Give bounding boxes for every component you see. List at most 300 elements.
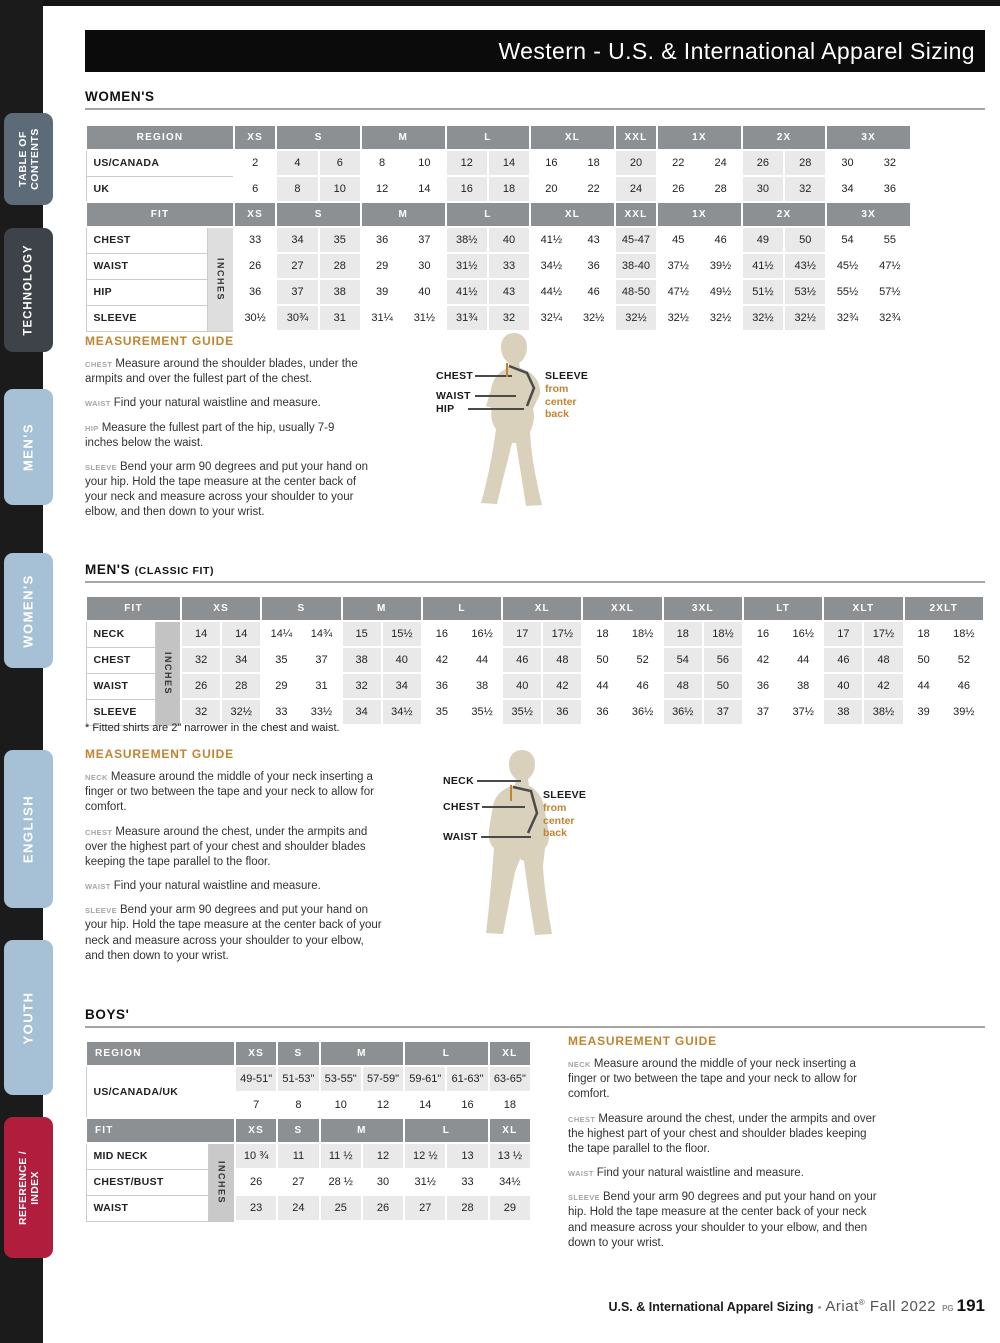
measure-value: 30: [403, 253, 445, 279]
size-group-header: XLT: [823, 596, 903, 621]
measure-value: 24: [277, 1195, 319, 1221]
womens-section-heading: WOMEN'S: [85, 89, 155, 104]
measure-value: 34: [342, 699, 382, 725]
measure-value: 34½: [382, 699, 422, 725]
measure-value: 30: [362, 1169, 404, 1195]
measure-value: 37: [743, 699, 783, 725]
measure-value: 29: [361, 253, 403, 279]
measure-value: 44: [783, 647, 823, 673]
measure-value: 45½: [826, 253, 868, 279]
measure-value: 39½: [699, 253, 741, 279]
page-top-edge: [0, 0, 1000, 6]
measure-value: 26: [235, 1169, 277, 1195]
size-group-header: XXL: [615, 202, 657, 227]
sidebar-tab-youth[interactable]: [4, 940, 53, 1095]
guide-item: [85, 770, 385, 816]
size-value: 24: [699, 150, 741, 176]
measure-value: 16½: [462, 621, 502, 647]
measure-value: 26: [362, 1195, 404, 1221]
size-group-header: XXL: [582, 596, 662, 621]
measure-value: 16½: [783, 621, 823, 647]
fitted-shirts-note: * Fitted shirts are 2" narrower in the chest and waist.: [85, 722, 340, 734]
measure-value: 12: [362, 1143, 404, 1169]
boys-section-heading: BOYS': [85, 1007, 130, 1022]
size-value: 8: [361, 150, 403, 176]
measure-row-label: CHEST: [86, 227, 207, 253]
measure-value: 17: [502, 621, 542, 647]
sidebar-tab-label: MEN'S: [20, 422, 36, 472]
measure-value: 32½: [221, 699, 261, 725]
measure-value: 48-50: [615, 279, 657, 305]
mens-measurement-guide: [85, 747, 385, 964]
measure-value: 44: [462, 647, 502, 673]
guide-text: Bend your arm 90 degrees and put your hand on your hip. Hold the tape measure at the center back of your neck and measure across your shoulder to your elbow, and then down to your wrist.: [85, 904, 382, 962]
measure-value: 37: [403, 227, 445, 253]
sidebar-tab-label: WOMEN'S: [20, 573, 36, 648]
measure-value: 11 ½: [320, 1143, 362, 1169]
measure-value: 31½: [403, 305, 445, 331]
size-group-header: XS: [235, 1041, 277, 1066]
measure-value: 11: [277, 1143, 319, 1169]
measure-value: 25: [320, 1195, 362, 1221]
size-group-header: 2X: [742, 125, 827, 150]
measure-value: 32: [181, 699, 221, 725]
measure-value: 18½: [944, 621, 984, 647]
height-range-value: 63-65": [489, 1066, 531, 1092]
size-value: 7: [235, 1092, 277, 1118]
measure-value: 28 ½: [320, 1169, 362, 1195]
size-value: 16: [530, 150, 572, 176]
measure-value: 46: [823, 647, 863, 673]
measure-value: 12 ½: [404, 1143, 446, 1169]
guide-term: WAIST: [85, 882, 111, 892]
mens-sizing-table: [85, 595, 985, 726]
page-footer: [85, 1296, 985, 1316]
measure-value: 32¼: [530, 305, 572, 331]
measure-value: 18½: [703, 621, 743, 647]
guide-item: [568, 1057, 878, 1103]
size-value: 14: [488, 150, 530, 176]
measure-value: 36: [234, 279, 276, 305]
inches-cell: [155, 621, 181, 725]
footer-season: Fall 2022: [869, 1298, 937, 1315]
measure-value: 35: [319, 227, 361, 253]
size-group-header: M: [320, 1118, 405, 1143]
size-group-header: 2XLT: [904, 596, 984, 621]
measure-value: 28: [319, 253, 361, 279]
size-group-header: 1X: [657, 202, 742, 227]
page-title-bar: [85, 30, 985, 72]
sidebar-tab-womens[interactable]: [4, 553, 53, 668]
boys-measurement-guide: [568, 1034, 878, 1251]
measure-value: 40: [403, 279, 445, 305]
guide-heading: MEASUREMENT GUIDE: [568, 1034, 717, 1048]
measure-value: 32½: [573, 305, 615, 331]
measure-value: 38½: [446, 227, 488, 253]
measure-value: 37: [276, 279, 318, 305]
section-rule: [85, 1026, 985, 1028]
guide-item: [85, 396, 370, 411]
measure-value: 53½: [784, 279, 826, 305]
measure-value: 36: [361, 227, 403, 253]
size-value: 14: [404, 1092, 446, 1118]
womens-sizing-table: [85, 124, 912, 332]
guide-item: [568, 1190, 878, 1251]
measure-value: 39: [361, 279, 403, 305]
size-value: 20: [530, 176, 572, 202]
sidebar-tab-reference-index[interactable]: [4, 1117, 53, 1258]
measure-value: 35½: [462, 699, 502, 725]
womens-figure: [428, 330, 628, 515]
measure-value: 42: [542, 673, 582, 699]
inches-cell: [207, 227, 234, 331]
size-group-header: L: [446, 125, 531, 150]
size-value: 16: [446, 176, 488, 202]
size-value: 32: [869, 150, 911, 176]
measure-value: 36: [582, 699, 622, 725]
measure-row-label: WAIST: [86, 673, 155, 699]
size-group-header: M: [361, 125, 446, 150]
measure-value: 35: [422, 699, 462, 725]
measure-value: 13: [446, 1143, 488, 1169]
measure-value: 27: [404, 1195, 446, 1221]
figure-label-sleeve: SLEEVE: [545, 370, 589, 382]
guide-text: Find your natural waistline and measure.: [113, 397, 321, 410]
size-value: 2: [234, 150, 276, 176]
measure-value: 56: [703, 647, 743, 673]
measure-value: 36½: [663, 699, 703, 725]
size-group-header: XS: [235, 1118, 277, 1143]
measure-value: 34: [276, 227, 318, 253]
measure-value: 32½: [615, 305, 657, 331]
measure-value: 33: [446, 1169, 488, 1195]
sidebar-tab-mens[interactable]: [4, 389, 53, 505]
footer-brand: Ariat® Fall 2022: [825, 1298, 937, 1315]
measure-value: 52: [623, 647, 663, 673]
guide-item: [568, 1166, 878, 1181]
size-group-header: XL: [530, 202, 615, 227]
figure-label-chest: CHEST: [436, 370, 474, 382]
section-rule: [85, 108, 985, 110]
measure-value: 17½: [863, 621, 903, 647]
measure-value: 40: [502, 673, 542, 699]
measure-value: 29: [261, 673, 301, 699]
sidebar-tab-table-of-contents[interactable]: [4, 113, 53, 205]
measure-value: 38: [319, 279, 361, 305]
guide-term: CHEST: [85, 360, 113, 369]
mens-figure: [435, 745, 640, 945]
measure-value: 34½: [489, 1169, 531, 1195]
measure-value: 49½: [699, 279, 741, 305]
measure-value: 36: [422, 673, 462, 699]
measure-value: 16: [422, 621, 462, 647]
guide-text: Measure around the middle of your neck inserting a finger or two between the tape and your neck to allow for comfort.: [85, 771, 374, 814]
measure-value: 47½: [869, 253, 911, 279]
guide-text: Measure around the shoulder blades, under the armpits and over the fullest part of the chest.: [85, 358, 358, 386]
measure-value: 28: [221, 673, 261, 699]
size-group-header: LT: [743, 596, 823, 621]
size-group-header: 1X: [657, 125, 742, 150]
figure-label-waist: WAIST: [443, 831, 478, 843]
measure-value: 44: [582, 673, 622, 699]
measure-value: 38: [823, 699, 863, 725]
measure-value: 14¾: [301, 621, 341, 647]
measure-value: 15½: [382, 621, 422, 647]
region-header: REGION: [86, 1041, 235, 1066]
measure-value: 34½: [530, 253, 572, 279]
size-group-header: 3X: [826, 202, 911, 227]
size-value: 28: [699, 176, 741, 202]
guide-term: WAIST: [568, 1169, 594, 1179]
measure-value: 31½: [404, 1169, 446, 1195]
measure-value: 46: [623, 673, 663, 699]
size-value: 12: [446, 150, 488, 176]
measure-value: 32½: [699, 305, 741, 331]
sidebar-tab-technology[interactable]: [4, 228, 53, 352]
inches-label: INCHES: [162, 651, 173, 695]
size-group-header: XL: [502, 596, 582, 621]
size-value: 12: [361, 176, 403, 202]
size-value: 10: [319, 176, 361, 202]
region-row-label: US/CANADA/UK: [86, 1066, 235, 1118]
measure-value: 43: [573, 227, 615, 253]
measure-value: 27: [276, 253, 318, 279]
guide-term: HIP: [85, 423, 99, 433]
inches-label: INCHES: [216, 1160, 227, 1204]
size-group-header: M: [361, 202, 446, 227]
figure-label-hip: HIP: [436, 403, 455, 415]
measure-value: 32½: [657, 305, 699, 331]
measure-value: 43: [488, 279, 530, 305]
measure-row-label: CHEST: [86, 647, 155, 673]
guide-term: CHEST: [85, 827, 113, 837]
measure-value: 15: [342, 621, 382, 647]
size-value: 26: [742, 150, 784, 176]
size-value: 22: [573, 176, 615, 202]
measure-value: 31½: [446, 253, 488, 279]
measure-value: 31¼: [361, 305, 403, 331]
size-value: 14: [403, 176, 445, 202]
guide-text: Measure around the chest, under the armpits and over the highest part of your chest and shoulder blades keeping the tape parallel to the floor.: [568, 1112, 876, 1155]
footer-pg-label: PG: [942, 1304, 954, 1313]
guide-item: [85, 825, 385, 871]
measure-value: 50: [582, 647, 622, 673]
size-value: 26: [657, 176, 699, 202]
measure-value: 36: [743, 673, 783, 699]
measure-value: 36: [573, 253, 615, 279]
measure-value: 18½: [623, 621, 663, 647]
inches-label: INCHES: [215, 257, 226, 301]
measure-value: 47½: [657, 279, 699, 305]
measure-value: 44: [904, 673, 944, 699]
guide-term: WAIST: [85, 399, 111, 409]
guide-term: SLEEVE: [568, 1193, 600, 1203]
guide-item: [85, 357, 370, 387]
measure-value: 18: [663, 621, 703, 647]
measure-value: 32½: [784, 305, 826, 331]
guide-term: NECK: [85, 773, 108, 782]
size-group-header: 3XL: [663, 596, 743, 621]
size-value: 8: [276, 176, 318, 202]
height-range-value: 61-63": [446, 1066, 488, 1092]
inches-cell: [208, 1143, 235, 1221]
sidebar-tab-english[interactable]: [4, 750, 53, 908]
measure-value: 10 ¾: [235, 1143, 277, 1169]
measure-value: 49: [742, 227, 784, 253]
measure-value: 35: [261, 647, 301, 673]
measure-value: 23: [235, 1195, 277, 1221]
measure-value: 33½: [301, 699, 341, 725]
size-group-header: M: [342, 596, 422, 621]
size-value: 18: [488, 176, 530, 202]
guide-item: [85, 421, 370, 451]
size-group-header: S: [261, 596, 341, 621]
measure-value: 33: [261, 699, 301, 725]
measure-value: 26: [234, 253, 276, 279]
measure-value: 32¾: [826, 305, 868, 331]
size-group-header: XS: [234, 125, 276, 150]
page-title: Western - U.S. & International Apparel Sizing: [498, 38, 975, 64]
measure-value: 50: [784, 227, 826, 253]
size-group-header: XS: [181, 596, 261, 621]
height-range-value: 51-53": [277, 1066, 319, 1092]
measure-value: 37½: [783, 699, 823, 725]
height-range-value: 57-59": [362, 1066, 404, 1092]
size-value: 10: [320, 1092, 362, 1118]
measure-value: 46: [502, 647, 542, 673]
measure-value: 31: [301, 673, 341, 699]
measure-value: 40: [823, 673, 863, 699]
guide-text: Measure the fullest part of the hip, usually 7-9 inches below the waist.: [85, 421, 335, 449]
measure-value: 34: [221, 647, 261, 673]
guide-term: NECK: [568, 1060, 591, 1069]
guide-text: Find your natural waistline and measure.: [596, 1167, 804, 1180]
measure-value: 38: [462, 673, 502, 699]
womens-figure-silhouette: [428, 330, 628, 515]
fit-header: FIT: [86, 1118, 235, 1143]
size-group-header: L: [404, 1118, 489, 1143]
size-value: 16: [446, 1092, 488, 1118]
measure-row-label: MID NECK: [86, 1143, 208, 1169]
size-group-header: XL: [530, 125, 615, 150]
measure-value: 50: [904, 647, 944, 673]
footer-page-number: 191: [956, 1296, 985, 1315]
measure-value: 45-47: [615, 227, 657, 253]
measure-value: 28: [446, 1195, 488, 1221]
mens-heading-text: MEN'S: [85, 562, 131, 577]
measure-value: 35½: [502, 699, 542, 725]
size-value: 18: [489, 1092, 531, 1118]
guide-heading: MEASUREMENT GUIDE: [85, 334, 234, 348]
figure-label-sleeve: SLEEVE: [543, 789, 587, 801]
figure-label-waist: WAIST: [436, 390, 471, 402]
measure-value: 48: [542, 647, 582, 673]
measure-value: 52: [944, 647, 984, 673]
measure-value: 39: [904, 699, 944, 725]
measure-value: 46: [699, 227, 741, 253]
sidebar-tab-label: REFERENCE / INDEX: [16, 1150, 41, 1225]
measure-value: 46: [573, 279, 615, 305]
measure-value: 14¼: [261, 621, 301, 647]
measure-value: 40: [382, 647, 422, 673]
measure-value: 55½: [826, 279, 868, 305]
size-value: 28: [784, 150, 826, 176]
measure-value: 30¾: [276, 305, 318, 331]
size-group-header: XL: [489, 1118, 531, 1143]
measure-value: 54: [826, 227, 868, 253]
measure-row-label: SLEEVE: [86, 699, 155, 725]
size-value: 6: [234, 176, 276, 202]
height-range-value: 59-61": [404, 1066, 446, 1092]
guide-text: Find your natural waistline and measure.: [113, 880, 321, 893]
size-value: 22: [657, 150, 699, 176]
measure-value: 38: [342, 647, 382, 673]
measure-value: 42: [743, 647, 783, 673]
measure-value: 17½: [542, 621, 582, 647]
size-value: 18: [573, 150, 615, 176]
measure-row-label: SLEEVE: [86, 305, 207, 331]
measure-value: 33: [234, 227, 276, 253]
measure-value: 41½: [742, 253, 784, 279]
measure-row-label: WAIST: [86, 1195, 208, 1221]
measure-value: 38: [783, 673, 823, 699]
figure-label-sleeve-sub: from center back: [545, 383, 577, 421]
measure-value: 39½: [944, 699, 984, 725]
size-group-header: 3X: [826, 125, 911, 150]
size-group-header: XS: [234, 202, 276, 227]
height-range-value: 49-51": [235, 1066, 277, 1092]
measure-value: 55: [869, 227, 911, 253]
measure-value: 38½: [863, 699, 903, 725]
guide-item: [85, 460, 370, 521]
guide-item: [568, 1112, 878, 1158]
measure-value: 37: [301, 647, 341, 673]
measure-value: 45: [657, 227, 699, 253]
measure-value: 32: [342, 673, 382, 699]
size-group-header: XL: [489, 1041, 531, 1066]
measure-value: 37: [703, 699, 743, 725]
size-group-header: L: [404, 1041, 489, 1066]
measure-value: 46: [944, 673, 984, 699]
size-group-header: 2X: [742, 202, 827, 227]
womens-measurement-guide: [85, 334, 370, 521]
guide-text: Bend your arm 90 degrees and put your hand on your hip. Hold the tape measure at the center back of your neck and measure across your shoulder to your elbow, and then down to your wrist.: [85, 460, 369, 519]
fit-header: FIT: [86, 202, 234, 227]
region-header: REGION: [86, 125, 234, 150]
measure-value: 36½: [623, 699, 663, 725]
measure-value: 42: [863, 673, 903, 699]
figure-label-neck: NECK: [443, 775, 474, 787]
measure-value: 32¾: [869, 305, 911, 331]
guide-text: Measure around the middle of your neck inserting a finger or two between the tape and your neck to allow for comfort.: [568, 1058, 857, 1101]
size-group-header: S: [277, 1118, 319, 1143]
measure-value: 43½: [784, 253, 826, 279]
registered-mark: ®: [858, 1298, 866, 1307]
fit-header: FIT: [86, 596, 181, 621]
measure-value: 37½: [657, 253, 699, 279]
measure-value: 18: [582, 621, 622, 647]
size-group-header: S: [277, 1041, 319, 1066]
size-value: 6: [319, 150, 361, 176]
size-group-header: XXL: [615, 125, 657, 150]
size-group-header: M: [320, 1041, 405, 1066]
measure-value: 17: [823, 621, 863, 647]
guide-term: CHEST: [568, 1114, 596, 1124]
measure-value: 40: [488, 227, 530, 253]
measure-row-label: HIP: [86, 279, 207, 305]
measure-value: 26: [181, 673, 221, 699]
figure-label-chest: CHEST: [443, 801, 481, 813]
